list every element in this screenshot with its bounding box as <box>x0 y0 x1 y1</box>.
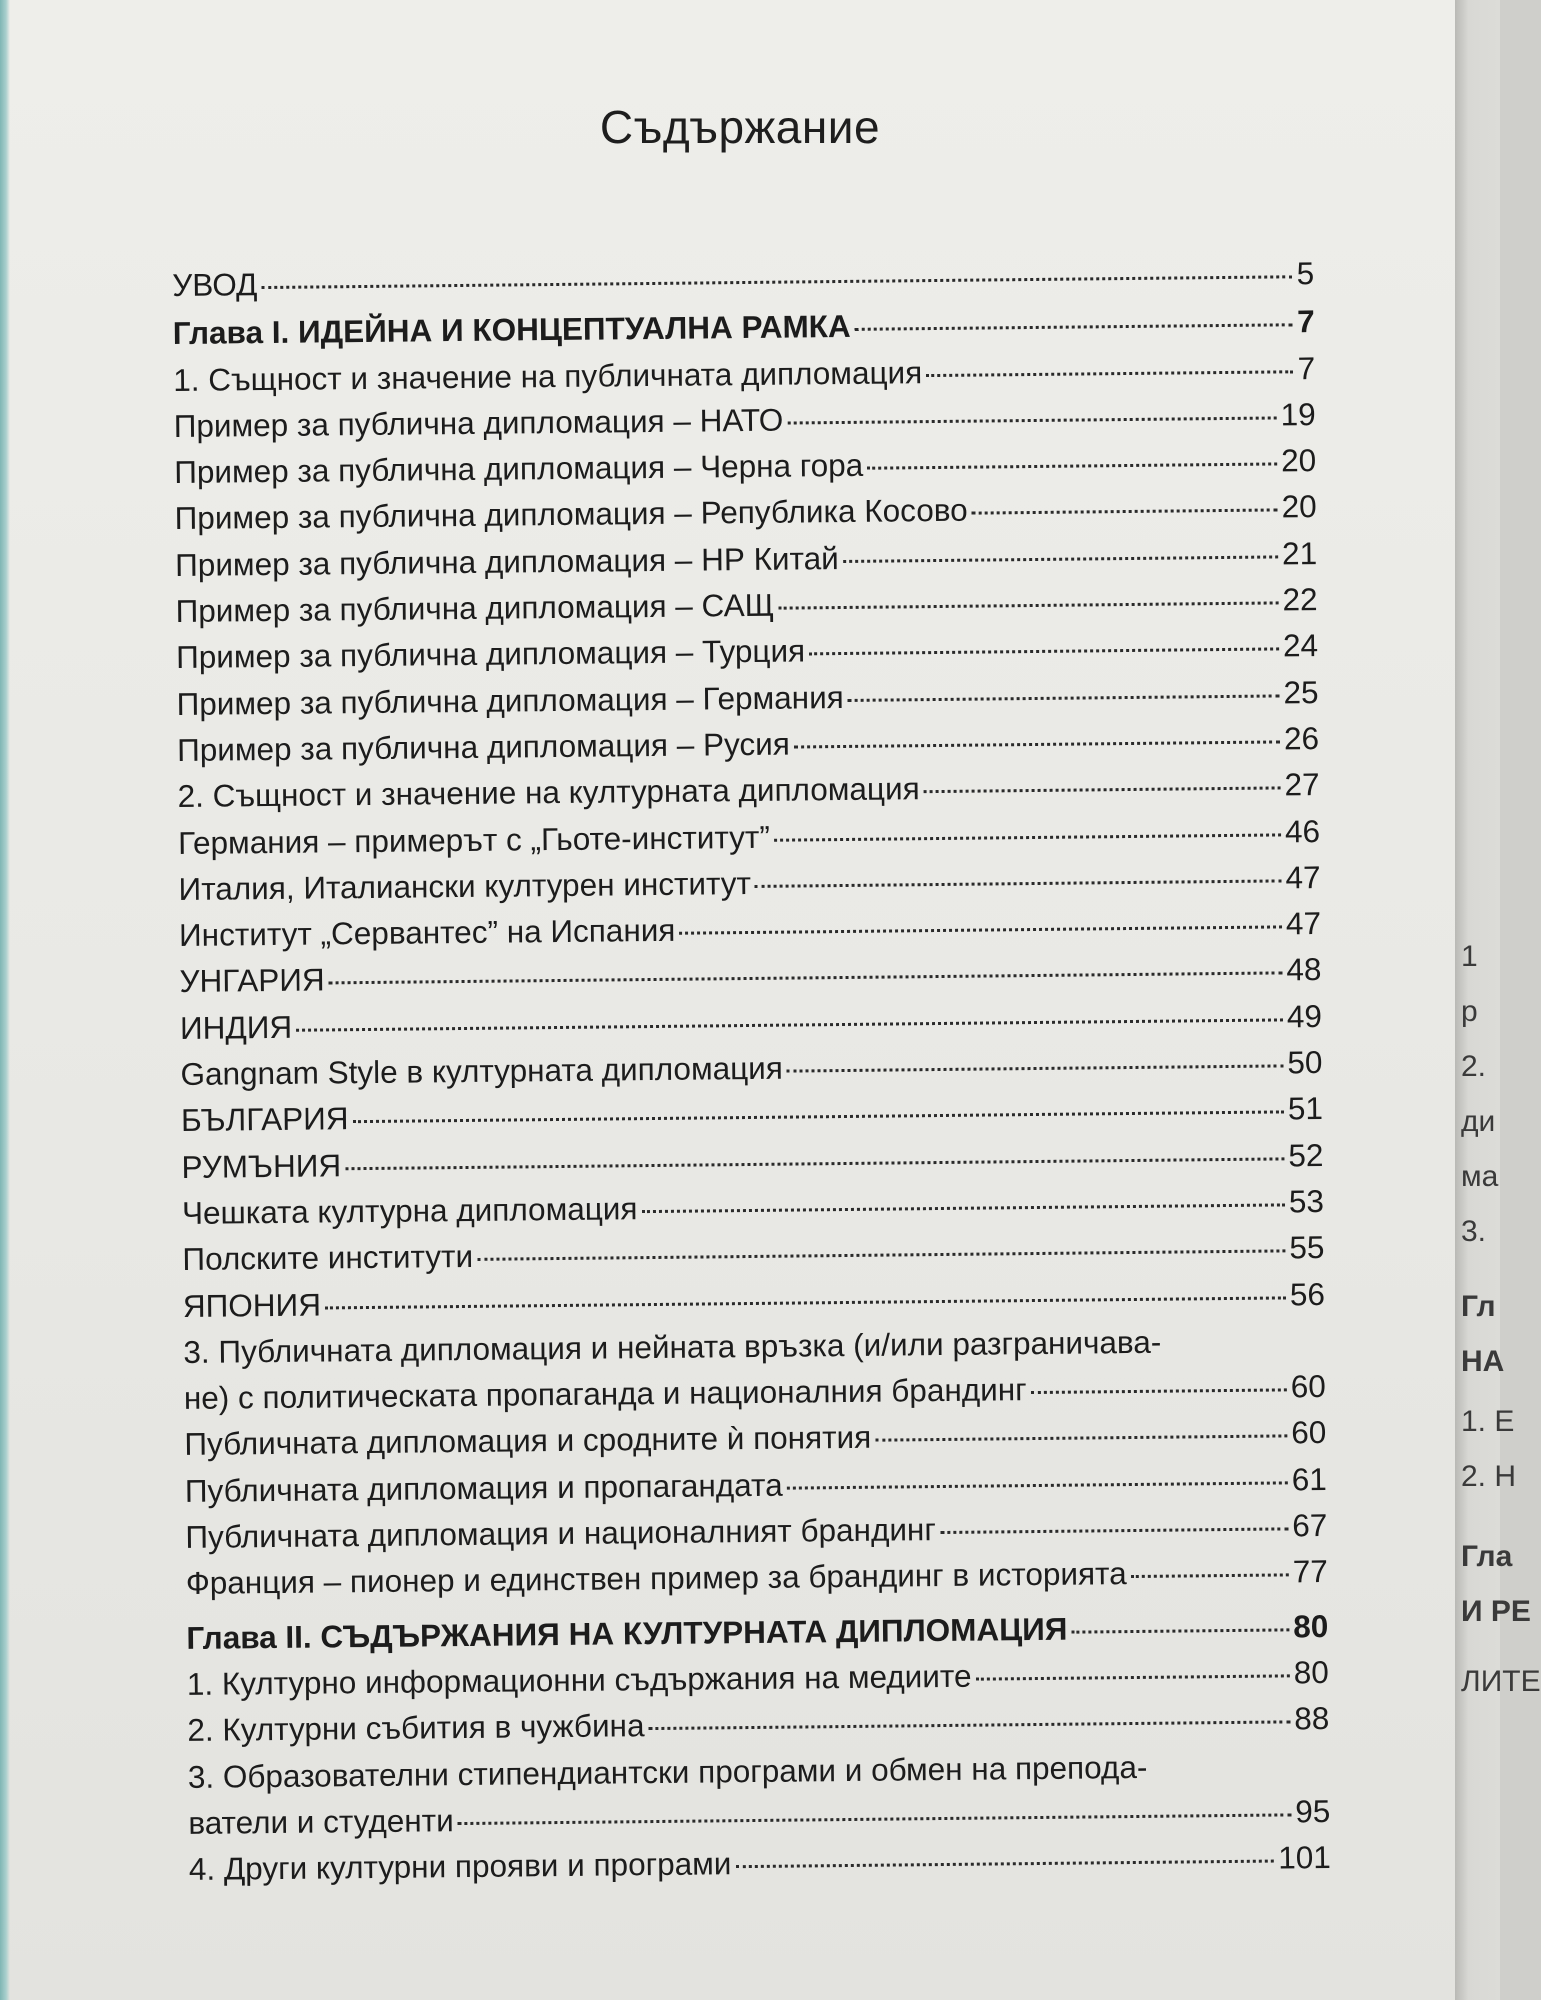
toc-leader-dots <box>755 879 1282 888</box>
toc-leader-dots <box>778 602 1278 610</box>
toc-page-number: 26 <box>1283 719 1320 757</box>
toc-page-number: 61 <box>1291 1460 1327 1498</box>
toc-page-number: 77 <box>1292 1553 1328 1590</box>
toc-entry-title: 2. Същност и значение на културната дипломация <box>177 770 920 815</box>
toc-entry-title: БЪЛГАРИЯ <box>180 1100 349 1139</box>
toc-leader-dots <box>787 416 1276 424</box>
toc-entry-title: Пример за публична дипломация – САЩ <box>175 586 775 630</box>
toc-page-number: 80 <box>1293 1607 1329 1644</box>
toc-leader-dots <box>679 926 1282 935</box>
toc-entry-title: ватели и студенти <box>188 1801 454 1841</box>
toc-leader-dots <box>855 324 1294 332</box>
toc-entry-title: не) с политическата пропаганда и националния брандинг <box>183 1371 1027 1417</box>
toc-page-number: 60 <box>1290 1368 1327 1405</box>
toc-leader-dots <box>972 509 1278 515</box>
adjacent-page-fragment: 1 <box>1461 940 1478 973</box>
toc-page-number: 48 <box>1286 951 1322 988</box>
toc-entry-title: Пример за публична дипломация – НР Китай <box>174 539 839 583</box>
toc-entry-title: Пример за публична дипломация – Германия <box>176 678 844 722</box>
toc-entry-title: Пример за публична дипломация – Турция <box>175 632 806 676</box>
toc-page-number: 49 <box>1286 997 1323 1035</box>
toc-leader-dots <box>794 740 1280 748</box>
adjacent-page-fragment: 2. Н <box>1461 1460 1517 1493</box>
toc-page-number: 24 <box>1282 627 1319 664</box>
toc-entry-title: Пример за публична дипломация – НАТО <box>173 401 784 444</box>
toc-entry-title: 1. Същност и значение на публичната дипломация <box>173 353 923 398</box>
toc-leader-dots <box>329 972 1283 985</box>
toc-entry-title: Полските институти <box>182 1238 474 1278</box>
toc-entry-title: РУМЪНИЯ <box>181 1146 342 1185</box>
adjacent-page-fragment: ЛИТЕ <box>1461 1665 1541 1698</box>
toc-entry-title: Институт „Сервантес” на Испания <box>178 911 676 954</box>
toc-page-number: 20 <box>1281 488 1317 525</box>
toc-leader-dots <box>1071 1628 1289 1633</box>
toc-page-number: 7 <box>1296 303 1315 340</box>
adjacent-page-edge <box>1455 0 1541 2000</box>
toc-entry-title: ИНДИЯ <box>179 1008 293 1046</box>
toc-leader-dots <box>735 1860 1274 1869</box>
toc-leader-dots <box>641 1203 1284 1213</box>
adjacent-page-fragment: Гла <box>1461 1540 1513 1573</box>
toc-leader-dots <box>774 833 1281 841</box>
toc-leader-dots <box>843 555 1278 563</box>
toc-entry-title: 3. Публичната дипломация и нейната връзка (и/или разграничава- <box>183 1323 1162 1370</box>
toc-leader-dots <box>875 1435 1287 1442</box>
adjacent-page-fragment: ди <box>1461 1105 1496 1138</box>
toc-leader-dots <box>924 787 1281 794</box>
toc-entry-title: Чешката културна дипломация <box>181 1190 638 1231</box>
toc-entry-title: Италия, Италиански културен институт <box>178 864 752 907</box>
toc-page-number: 51 <box>1287 1090 1324 1127</box>
toc-entry-title: УВОД <box>172 266 258 303</box>
toc-page-number: 56 <box>1289 1275 1326 1312</box>
toc-page-number: 20 <box>1280 442 1317 479</box>
toc-page-number: 46 <box>1284 812 1321 849</box>
toc-entry-title: Gangnam Style в културната дипломация <box>180 1049 784 1093</box>
toc-page-number: 67 <box>1292 1506 1328 1544</box>
toc-leader-dots <box>975 1674 1289 1680</box>
toc-leader-dots <box>848 694 1280 702</box>
adjacent-page-fragment: 1. Е <box>1461 1405 1515 1438</box>
toc-leader-dots <box>649 1721 1291 1731</box>
toc-page-number: 80 <box>1293 1653 1330 1691</box>
toc-entry-title: Пример за публична дипломация – Черна гора <box>174 446 864 491</box>
toc-leader-dots <box>1031 1389 1287 1395</box>
adjacent-page-fragment: 2. <box>1461 1050 1487 1083</box>
toc-entry-title: Публичната дипломация и националният брандинг <box>185 1511 937 1555</box>
toc-page-number: 22 <box>1282 581 1318 618</box>
toc-entry-title: 4. Други културни прояви и програми <box>188 1845 732 1888</box>
toc-page-number: 52 <box>1288 1136 1324 1173</box>
toc-leader-dots <box>940 1527 1288 1534</box>
toc-leader-dots <box>353 1111 1284 1124</box>
toc-page-number: 7 <box>1297 349 1316 386</box>
toc-entry-title: Публичната дипломация и сродните ѝ понятия <box>184 1419 872 1463</box>
toc-leader-dots <box>296 1018 1283 1031</box>
toc-page-number: 27 <box>1284 766 1320 803</box>
page-title: Съдържание <box>599 101 881 153</box>
toc-entry-title: Пример за публична дипломация – Република Косово <box>174 492 968 537</box>
toc-leader-dots <box>926 370 1293 377</box>
toc-entry-title: Германия – примерът с „Гьоте-институт” <box>177 818 771 861</box>
toc-entry-title: Пример за публична дипломация – Русия <box>176 725 791 768</box>
toc-page-number: 101 <box>1278 1839 1331 1876</box>
adjacent-page-fragment: р <box>1461 995 1478 1028</box>
toc-page-number: 5 <box>1296 255 1315 292</box>
adjacent-page-fragment: 3. <box>1461 1215 1487 1248</box>
toc-leader-dots <box>477 1250 1285 1261</box>
toc-entry-title: 3. Образователни стипендиантски програми и обмен на препода- <box>187 1748 1148 1795</box>
toc-leader-dots <box>809 648 1279 656</box>
toc-page-number: 55 <box>1289 1229 1325 1266</box>
toc-page-number: 88 <box>1294 1700 1330 1737</box>
toc-page-number: 53 <box>1288 1182 1325 1220</box>
toc-leader-dots <box>261 275 1292 289</box>
toc-leader-dots <box>458 1813 1292 1825</box>
toc-page-number: 47 <box>1285 905 1322 942</box>
toc-leader-dots <box>1131 1574 1289 1579</box>
adjacent-page-fragment: НА <box>1461 1345 1505 1378</box>
toc-page-number: 21 <box>1281 534 1318 572</box>
toc-entry-title: 2. Културни събития в чужбина <box>187 1707 645 1749</box>
toc-entry-title: Франция – пионер и единствен пример за брандинг в историята <box>185 1555 1127 1602</box>
toc-page-number: 25 <box>1283 673 1319 711</box>
toc-entry-title: ЯПОНИЯ <box>182 1286 322 1324</box>
page-edge <box>0 0 10 2000</box>
toc-page-number: 19 <box>1280 395 1316 433</box>
toc-page-number: 60 <box>1291 1414 1327 1451</box>
toc-leader-dots <box>345 1157 1284 1170</box>
toc-leader-dots <box>325 1296 1286 1309</box>
adjacent-page-fragment: ма <box>1461 1160 1499 1193</box>
toc-leader-dots <box>787 1481 1288 1489</box>
adjacent-page-fragment: Гл <box>1461 1290 1496 1323</box>
toc-entry-title: Глава II. СЪДЪРЖАНИЯ НА КУЛТУРНАТА ДИПЛОМАЦИЯ <box>186 1610 1068 1656</box>
toc-entry-title: Глава I. ИДЕЙНА И КОНЦЕПТУАЛНА РАМКА <box>172 308 851 352</box>
toc-page-number: 47 <box>1285 858 1321 896</box>
table-of-contents <box>172 250 1331 1892</box>
toc-entry-title: Публичната дипломация и пропагандата <box>184 1466 783 1509</box>
adjacent-page-fragment: И РЕ <box>1461 1595 1531 1628</box>
toc-entry-title: УНГАРИЯ <box>179 961 325 1000</box>
toc-leader-dots <box>867 463 1277 470</box>
toc-leader-dots <box>787 1064 1284 1072</box>
toc-page-number: 50 <box>1287 1044 1323 1081</box>
toc-page-number: 95 <box>1295 1792 1331 1830</box>
toc-entry-title: 1. Културно информационни съдържания на медиите <box>186 1657 972 1702</box>
